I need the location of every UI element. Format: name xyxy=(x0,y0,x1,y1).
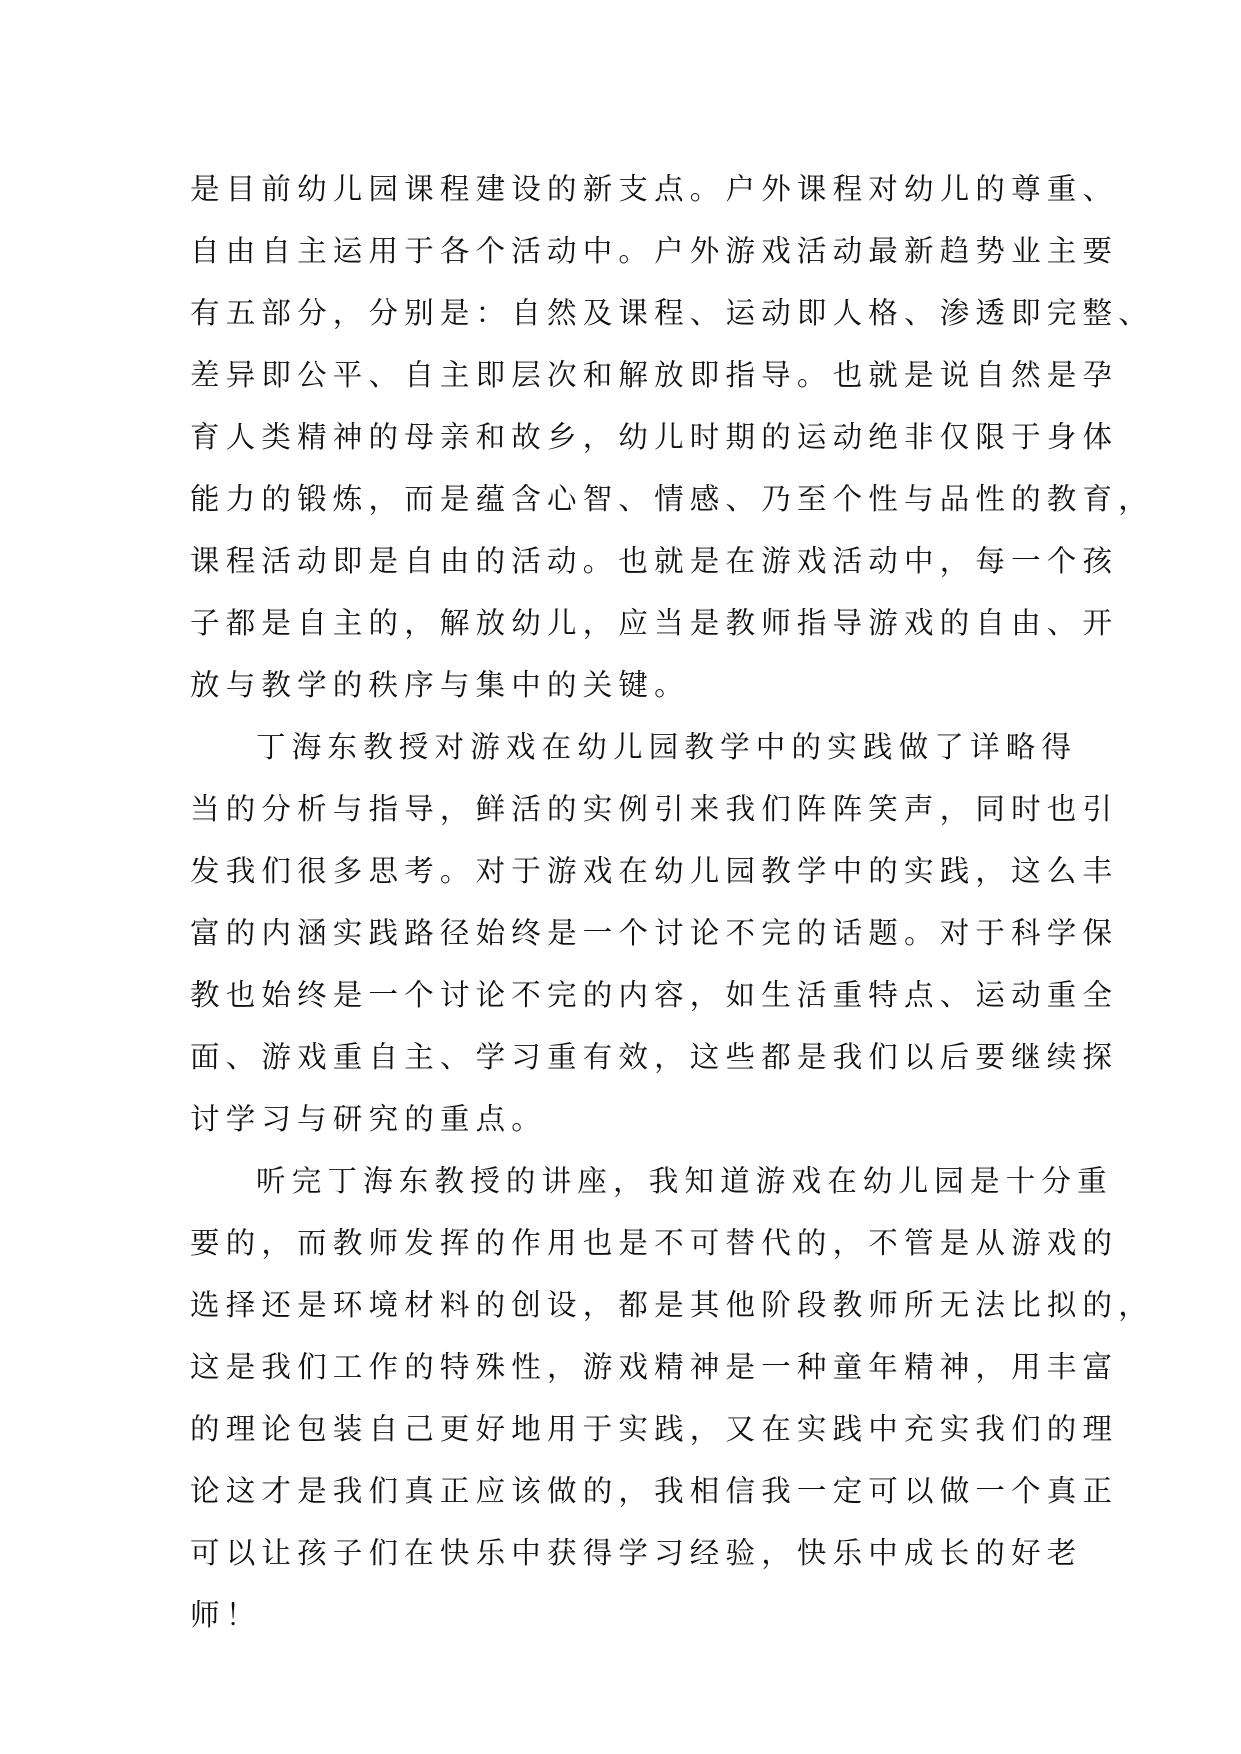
text-line: 育人类精神的母亲和故乡，幼儿时期的运动绝非仅限于身体 xyxy=(190,420,1119,454)
text-line: 当的分析与指导，鲜活的实例引来我们阵阵笑声，同时也引 xyxy=(190,792,1119,826)
paragraph-first-line: 丁海东教授对游戏在幼儿园教学中的实践做了详略得 xyxy=(256,730,1078,764)
text-line: 这是我们工作的特殊性，游戏精神是一种童年精神，用丰富 xyxy=(190,1350,1119,1384)
text-line: 选择还是环境材料的创设，都是其他阶段教师所无法比拟的， xyxy=(190,1288,1154,1322)
text-line: 课程活动即是自由的活动。也就是在游戏活动中，每一个孩 xyxy=(190,544,1119,578)
text-line: 有五部分，分别是：自然及课程、运动即人格、渗透即完整、 xyxy=(190,296,1154,330)
text-line: 讨学习与研究的重点。 xyxy=(190,1102,548,1136)
text-line: 富的内涵实践路径始终是一个讨论不完的话题。对于科学保 xyxy=(190,916,1119,950)
text-line: 的理论包装自己更好地用于实践，又在实践中充实我们的理 xyxy=(190,1412,1119,1446)
text-line: 可以让孩子们在快乐中获得学习经验，快乐中成长的好老 xyxy=(190,1536,1083,1570)
text-line: 要的，而教师发挥的作用也是不可替代的，不管是从游戏的 xyxy=(190,1226,1119,1260)
text-line: 论这才是我们真正应该做的，我相信我一定可以做一个真正 xyxy=(190,1474,1119,1508)
text-line: 差异即公平、自主即层次和解放即指导。也就是说自然是孕 xyxy=(190,358,1119,392)
text-line: 师！ xyxy=(190,1598,262,1632)
body-text xyxy=(190,158,1154,1646)
paragraph-first-line: 听完丁海东教授的讲座，我知道游戏在幼儿园是十分重 xyxy=(256,1164,1113,1198)
text-line: 教也始终是一个讨论不完的内容，如生活重特点、运动重全 xyxy=(190,978,1119,1012)
text-line: 子都是自主的，解放幼儿，应当是教师指导游戏的自由、开 xyxy=(190,606,1119,640)
text-line: 面、游戏重自主、学习重有效，这些都是我们以后要继续探 xyxy=(190,1040,1119,1074)
text-line: 自由自主运用于各个活动中。户外游戏活动最新趋势业主要 xyxy=(190,234,1119,268)
text-line: 发我们很多思考。对于游戏在幼儿园教学中的实践，这么丰 xyxy=(190,854,1119,888)
text-line: 能力的锻炼，而是蕴含心智、情感、乃至个性与品性的教育， xyxy=(190,482,1154,516)
text-line: 是目前幼儿园课程建设的新支点。户外课程对幼儿的尊重、 xyxy=(190,172,1119,206)
text-line: 放与教学的秩序与集中的关键。 xyxy=(190,668,690,702)
